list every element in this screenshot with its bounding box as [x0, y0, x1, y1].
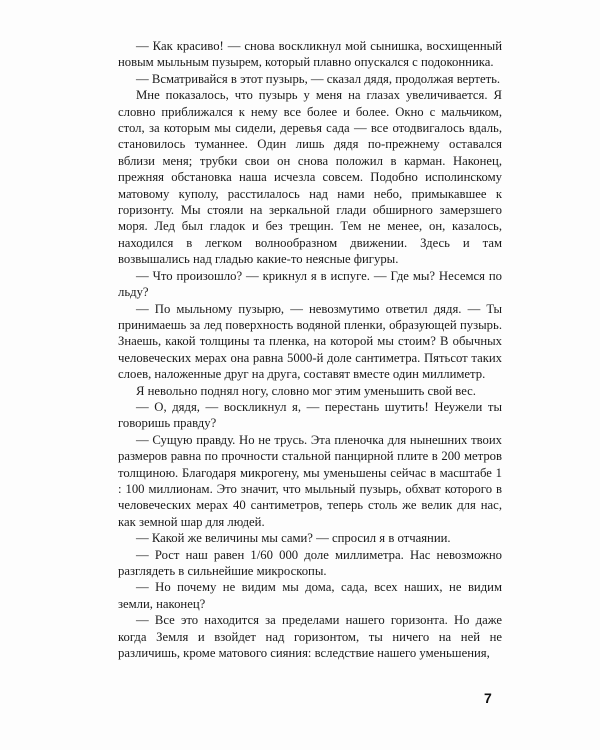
paragraph: — О, дядя, — воскликнул я, — перестань шутить! Неужели ты говоришь правду?	[118, 399, 502, 431]
page-number: 7	[484, 690, 492, 706]
paragraph: — Сущую правду. Но не трусь. Эта пленочка для нынешних твоих размеров равна по прочности стальной панцирной плите в 200 метров толщиною. Благодаря микрогену, мы уменьшены сейчас в масштабе 1 : 100 миллионам. Это значит, что мыльный пузырь, обхват которого в человеческих мерах 40 сантиметров, теперь столь же велик для нас, как земной шар для людей.	[118, 432, 502, 529]
paragraph: — Все это находится за пределами нашего горизонта. Но даже когда Земля и взойдет над горизонтом, ты ничего на ней не различишь, кроме матового сияния: вследствие нашего уменьшения,	[118, 613, 502, 661]
body-text	[118, 38, 502, 661]
paragraph: — Но почему не видим мы дома, сада, всех наших, не видим земли, наконец?	[118, 580, 502, 611]
paragraph: — Как красиво! — снова воскликнул мой сынишка, восхищенный новым мыльным пузырем, который плавно опускался с подоконника.	[118, 39, 502, 70]
paragraph: Мне показалось, что пузырь у меня на глазах увеличивается. Я словно приближался к нему все более и более. Окно с мальчиком, стол, за которым мы сидели, деревья сада — все отодвигалось вдаль, становилось туманнее. Один лишь дядя по-прежнему оставался вблизи меня; трубки свои он снова положил в карман. Наконец, прежняя обстановка наша исчезла совсем. Подобно исполинскому матовому куполу, расстилалось над нами небо, примыкавшее к горизонту. Мы стояли на зеркальной глади обширного замерзшего моря. Лед был гладок и без трещин. Тем не менее, он, казалось, находился в легком волнообразном движении. Здесь и там возвышались над гладью какие-то неясные фигуры.	[118, 88, 502, 267]
paragraph: — По мыльному пузырю, — невозмутимо ответил дядя. — Ты принимаешь за лед поверхность водяной пленки, образующей пузырь. Знаешь, какой толщины та пленка, на которой мы стоим? В обычных человеческих мерах она равна 5000-й доле сантиметра. Пятьсот таких слоев, наложенные друг на друга, составят вместе один миллиметр.	[118, 301, 502, 382]
paragraph: — Всматривайся в этот пузырь, — сказал дядя, продолжая вертеть.	[136, 71, 501, 86]
paragraph: — Рост наш равен 1/60 000 доле миллиметра. Нас невозможно разглядеть в сильнейшие микроскопы.	[118, 547, 502, 578]
paragraph: — Что произошло? — крикнул я в испуге. — Где мы? Несемся по льду?	[118, 268, 502, 300]
paragraph: — Какой же величины мы сами? — спросил я в отчаянии.	[136, 531, 451, 546]
paragraph: Я невольно поднял ногу, словно мог этим уменьшить свой вес.	[136, 383, 476, 398]
